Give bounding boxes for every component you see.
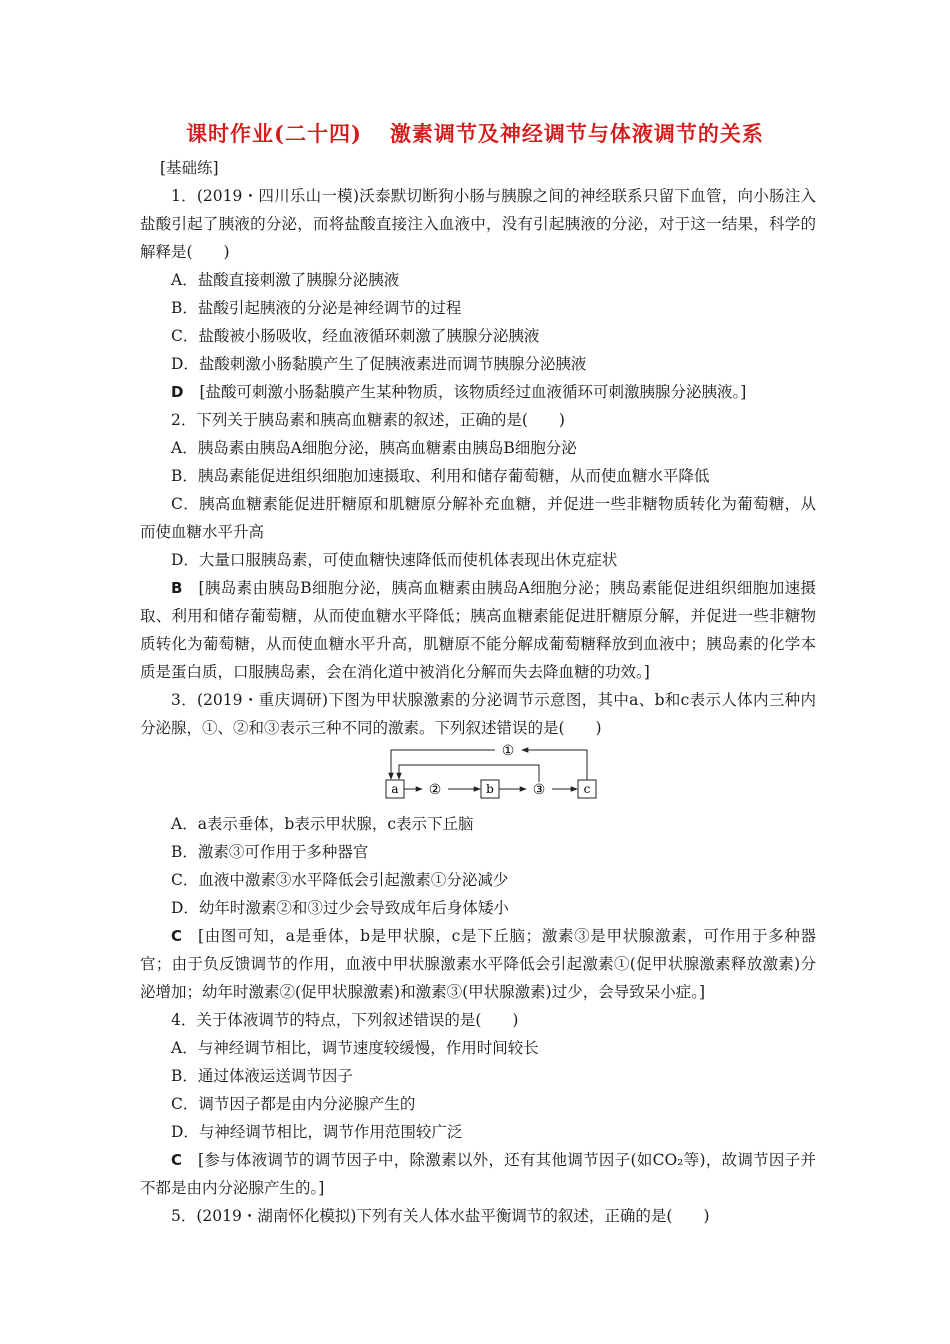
question-1-option-a: A．盐酸直接刺激了胰腺分泌胰液 — [171, 271, 400, 289]
question-2-answer — [140, 574, 816, 686]
question-1-answer — [140, 378, 816, 406]
answer-letter: C — [171, 1151, 183, 1169]
title-left: 课时作业(二十四) — [186, 121, 362, 146]
answer-explanation: [胰岛素由胰岛B细胞分泌，胰高血糖素由胰岛A细胞分泌；胰岛素能促进组织细胞加速摄取、利用和储存葡萄糖，从而使血糖水平降低；胰高血糖素能促进肝糖原分解，并促进一些非糖物质转化为葡萄糖，从而使血糖水平升高，肌糖原不能分解成葡萄糖释放到血液中；胰岛素的化学本质是蛋白质，口服胰岛素，会在消化道中被消化分解而失去降血糖的功效。] — [140, 579, 816, 681]
thyroid-regulation-diagram — [140, 744, 816, 804]
question-2-option-d: D．大量口服胰岛素，可使血糖快速降低而使机体表现出休克症状 — [171, 551, 618, 569]
document-body — [140, 154, 816, 1230]
answer-letter: C — [171, 927, 183, 945]
gland-label-a: a — [391, 782, 399, 796]
hormone-3-label: ③ — [532, 782, 546, 798]
question-4-stem: 4．关于体液调节的特点，下列叙述错误的是( ) — [171, 1011, 519, 1029]
question-2-stem: 2．下列关于胰岛素和胰高血糖素的叙述，正确的是( ) — [171, 411, 565, 429]
hormone-1-label: ① — [501, 744, 515, 759]
question-1-option-c: C．盐酸被小肠吸收，经血液循环刺激了胰腺分泌胰液 — [171, 327, 540, 345]
question-4-option-d: D．与神经调节相比，调节作用范围较广泛 — [171, 1123, 463, 1141]
answer-letter: B — [171, 579, 183, 597]
question-4-answer — [140, 1146, 816, 1202]
hormone-2-label: ② — [428, 782, 442, 798]
question-3-option-d: D．幼年时激素②和③过少会导致成年后身体矮小 — [171, 899, 509, 917]
question-3-stem: 3．(2019・重庆调研)下图为甲状腺激素的分泌调节示意图，其中a、b和c表示人体内三种内分泌腺，①、②和③表示三种不同的激素。下列叙述错误的是( ) — [140, 691, 816, 737]
question-4-option-c: C．调节因子都是由内分泌腺产生的 — [171, 1095, 416, 1113]
question-4-option-b: B．通过体液运送调节因子 — [171, 1067, 353, 1085]
gland-label-c: c — [583, 782, 591, 796]
question-2-option-c: C．胰高血糖素能促进肝糖原和肌糖原分解补充血糖，并促进一些非糖物质转化为葡萄糖，从而使血糖水平升高 — [140, 495, 816, 541]
question-2-option-b: B．胰岛素能促进组织细胞加速摄取、利用和储存葡萄糖，从而使血糖水平降低 — [171, 467, 710, 485]
diagram-svg — [140, 744, 816, 804]
question-3-option-a: A．a表示垂体，b表示甲状腺，c表示下丘脑 — [171, 815, 474, 833]
arrow-hormone-3-feedback-to-a — [399, 765, 539, 782]
section-label: [基础练] — [160, 159, 219, 177]
page-title — [0, 118, 950, 148]
question-3-answer — [140, 922, 816, 1006]
question-2-option-a: A．胰岛素由胰岛A细胞分泌，胰高血糖素由胰岛B细胞分泌 — [171, 439, 577, 457]
question-1-option-b: B．盐酸引起胰液的分泌是神经调节的过程 — [171, 299, 462, 317]
answer-explanation: [盐酸可刺激小肠黏膜产生某种物质，该物质经过血液循环可刺激胰腺分泌胰液。] — [199, 383, 747, 401]
question-1-stem: 1．(2019・四川乐山一模)沃泰默切断狗小肠与胰腺之间的神经联系只留下血管，向小肠注入盐酸引起了胰液的分泌，而将盐酸直接注入血液中，没有引起胰液的分泌，对于这一结果，科学的解释是( ) — [140, 187, 816, 261]
title-right: 激素调节及神经调节与体液调节的关系 — [389, 121, 764, 146]
answer-explanation: [由图可知，a是垂体，b是甲状腺，c是下丘脑；激素③是甲状腺激素，可作用于多种器官；由于负反馈调节的作用，血液中甲状腺激素水平降低会引起激素①(促甲状腺激素释放激素)分泌增加；幼年时激素②(促甲状腺激素)和激素③(甲状腺激素)过少，会导致呆小症。] — [140, 927, 816, 1001]
question-5-stem: 5．(2019・湖南怀化模拟)下列有关人体水盐平衡调节的叙述，正确的是( ) — [171, 1207, 710, 1225]
question-3-option-b: B．激素③可作用于多种器官 — [171, 843, 369, 861]
answer-explanation: [参与体液调节的调节因子中，除激素以外，还有其他调节因子(如CO₂等)，故调节因子并不都是由内分泌腺产生的。] — [140, 1151, 816, 1197]
question-3-option-c: C．血液中激素③水平降低会引起激素①分泌减少 — [171, 871, 509, 889]
question-4-option-a: A．与神经调节相比，调节速度较缓慢，作用时间较长 — [171, 1039, 539, 1057]
question-1-option-d: D．盐酸刺激小肠黏膜产生了促胰液素进而调节胰腺分泌胰液 — [171, 355, 587, 373]
gland-label-b: b — [486, 782, 494, 796]
answer-letter: D — [171, 383, 184, 401]
